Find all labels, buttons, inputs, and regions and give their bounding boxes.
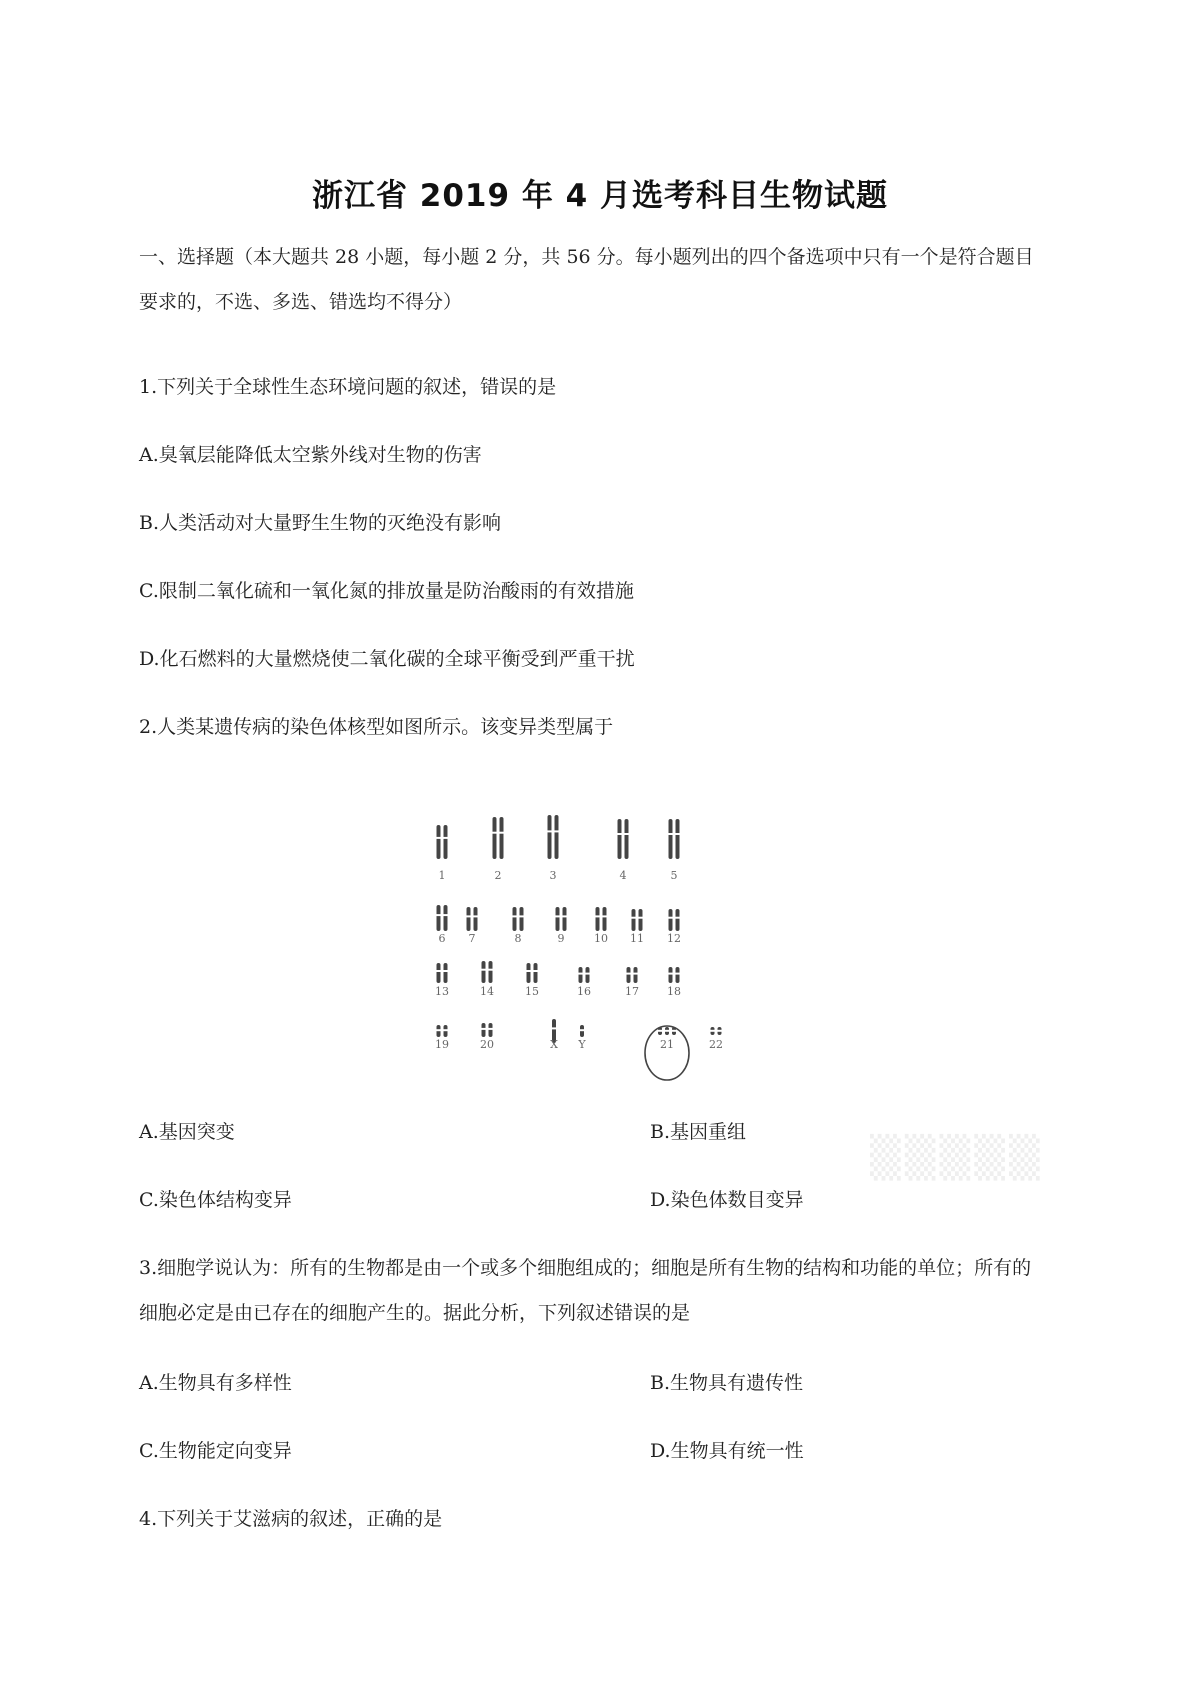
karyotype-label-2: 2 (494, 869, 502, 882)
centromere-3 (547, 830, 552, 832)
karyotype-figure (430, 795, 750, 1085)
centromere-X (552, 1027, 557, 1029)
chromosome-12 (676, 909, 680, 931)
centromere-7 (466, 915, 471, 917)
centromere-15 (533, 970, 538, 972)
chromosome-7 (467, 907, 471, 931)
centromere-1 (436, 837, 441, 839)
karyotype-label-8: 8 (514, 932, 522, 945)
chromosome-13 (444, 963, 448, 983)
centromere-19 (436, 1029, 441, 1031)
centromere-8 (519, 915, 524, 917)
karyotype-label-16: 16 (577, 985, 591, 998)
chromosome-6 (437, 905, 441, 931)
chromosome-13 (437, 963, 441, 983)
centromere-5 (675, 833, 680, 835)
chromosome-9 (556, 907, 560, 931)
chromosome-14 (482, 961, 486, 983)
karyotype-label-10: 10 (594, 932, 608, 945)
chromosome-7 (474, 907, 478, 931)
centromere-10 (602, 915, 607, 917)
question-2-option-b: B.基因重组 (650, 1121, 747, 1143)
question-3-option-d: D.生物具有统一性 (650, 1440, 804, 1462)
centromere-14 (481, 969, 486, 971)
centromere-13 (443, 970, 448, 972)
exam-title: 浙江省 2019 年 4 月选考科目生物试题 (311, 178, 889, 214)
karyotype-label-1: 1 (438, 869, 446, 882)
karyotype-label-9: 9 (557, 932, 565, 945)
chromosome-9 (563, 907, 567, 931)
centromere-4 (624, 833, 629, 835)
karyotype-label-22: 22 (709, 1038, 723, 1051)
centromere-10 (595, 915, 600, 917)
watermark: ▒▒▒▒▒ (870, 1135, 1044, 1181)
karyotype-label-6: 6 (438, 932, 446, 945)
centromere-1 (443, 837, 448, 839)
chromosome-3 (548, 815, 552, 859)
chromosome-4 (625, 819, 629, 859)
centromere-19 (443, 1029, 448, 1031)
chromosome-8 (520, 907, 524, 931)
karyotype-label-12: 12 (667, 932, 681, 945)
karyotype-label-20: 20 (480, 1038, 494, 1051)
chromosome-3 (555, 815, 559, 859)
karyotype-label-15: 15 (525, 985, 539, 998)
chromosome-5 (676, 819, 680, 859)
centromere-16 (578, 973, 583, 975)
karyotype-label-11: 11 (630, 932, 644, 945)
centromere-20 (481, 1028, 486, 1030)
chromosome-10 (596, 907, 600, 931)
karyotype-label-5: 5 (670, 869, 678, 882)
karyotype-label-X: X (550, 1038, 558, 1051)
centromere-6 (436, 914, 441, 916)
centromere-9 (555, 915, 560, 917)
question-2-stem: 2.人类某遗传病的染色体核型如图所示。该变异类型属于 (139, 716, 614, 738)
chromosome-1 (437, 825, 441, 859)
question-3-option-c: C.生物能定向变异 (139, 1440, 292, 1462)
centromere-21 (672, 1030, 677, 1032)
centromere-9 (562, 915, 567, 917)
question-1-option-b: B.人类活动对大量野生生物的灭绝没有影响 (139, 512, 502, 534)
karyotype-label-14: 14 (480, 985, 494, 998)
centromere-18 (668, 973, 673, 975)
question-1-option-d: D.化石燃料的大量燃烧使二氧化碳的全球平衡受到严重干扰 (139, 648, 635, 670)
centromere-12 (675, 917, 680, 919)
centromere-5 (668, 833, 673, 835)
chromosome-14 (489, 961, 493, 983)
centromere-16 (585, 973, 590, 975)
chromosome-11 (639, 909, 643, 931)
centromere-8 (512, 915, 517, 917)
chromosome-8 (513, 907, 517, 931)
centromere-17 (633, 973, 638, 975)
chromosome-16 (586, 967, 590, 983)
question-1-stem: 1.下列关于全球性生态环境问题的叙述，错误的是 (139, 376, 557, 398)
chromosome-15 (534, 963, 538, 983)
centromere-4 (617, 833, 622, 835)
chromosome-6 (444, 905, 448, 931)
centromere-15 (526, 970, 531, 972)
centromere-17 (626, 973, 631, 975)
question-3-option-b: B.生物具有遗传性 (650, 1372, 804, 1394)
centromere-2 (492, 832, 497, 834)
karyotype-label-7: 7 (468, 932, 476, 945)
chromosome-16 (579, 967, 583, 983)
question-2-option-d: D.染色体数目变异 (650, 1189, 804, 1211)
chromosome-17 (627, 967, 631, 983)
centromere-18 (675, 973, 680, 975)
centromere-3 (554, 830, 559, 832)
karyotype-label-21: 21 (660, 1038, 674, 1051)
centromere-21 (658, 1030, 663, 1032)
question-1-option-c: C.限制二氧化硫和一氧化氮的排放量是防治酸雨的有效措施 (139, 580, 634, 602)
chromosome-4 (618, 819, 622, 859)
centromere-7 (473, 915, 478, 917)
centromere-2 (499, 832, 504, 834)
chromosome-18 (676, 967, 680, 983)
centromere-14 (488, 969, 493, 971)
chromosome-15 (527, 963, 531, 983)
centromere-13 (436, 970, 441, 972)
chromosome-1 (444, 825, 448, 859)
karyotype-label-13: 13 (435, 985, 449, 998)
chromosome-2 (493, 817, 497, 859)
centromere-22 (717, 1030, 722, 1032)
question-2-option-c: C.染色体结构变异 (139, 1189, 292, 1211)
karyotype-label-Y: Y (578, 1038, 586, 1051)
centromere-22 (710, 1030, 715, 1032)
centromere-20 (488, 1028, 493, 1030)
question-1-option-a: A.臭氧层能降低太空紫外线对生物的伤害 (139, 444, 482, 466)
chromosome-12 (669, 909, 673, 931)
chromosome-18 (669, 967, 673, 983)
centromere-11 (631, 917, 636, 919)
question-2-option-a: A.基因突变 (139, 1121, 235, 1143)
chromosome-17 (634, 967, 638, 983)
centromere-6 (443, 914, 448, 916)
karyotype-label-17: 17 (625, 985, 639, 998)
question-3-option-a: A.生物具有多样性 (139, 1372, 292, 1394)
chromosome-11 (632, 909, 636, 931)
karyotype-label-3: 3 (549, 869, 557, 882)
centromere-12 (668, 917, 673, 919)
chromosome-5 (669, 819, 673, 859)
karyotype-label-18: 18 (667, 985, 681, 998)
karyotype-label-19: 19 (435, 1038, 449, 1051)
chromosome-2 (500, 817, 504, 859)
centromere-11 (638, 917, 643, 919)
chromosome-20 (489, 1023, 493, 1037)
chromosome-20 (482, 1023, 486, 1037)
centromere-Y (580, 1029, 585, 1031)
karyotype-label-4: 4 (619, 869, 627, 882)
section-header: 一、选择题（本大题共 28 小题，每小题 2 分，共 56 分。每小题列出的四个备选项中只有一个是符合题目要求的，不选、多选、错选均不得分） (139, 246, 1034, 313)
centromere-21 (665, 1030, 670, 1032)
chromosome-10 (603, 907, 607, 931)
question-3-stem: 3.细胞学说认为：所有的生物都是由一个或多个细胞组成的；细胞是所有生物的结构和功能的单位；所有的细胞必定是由已存在的细胞产生的。据此分析，下列叙述错误的是 (139, 1257, 1032, 1324)
question-4-stem: 4.下列关于艾滋病的叙述，正确的是 (139, 1508, 443, 1530)
